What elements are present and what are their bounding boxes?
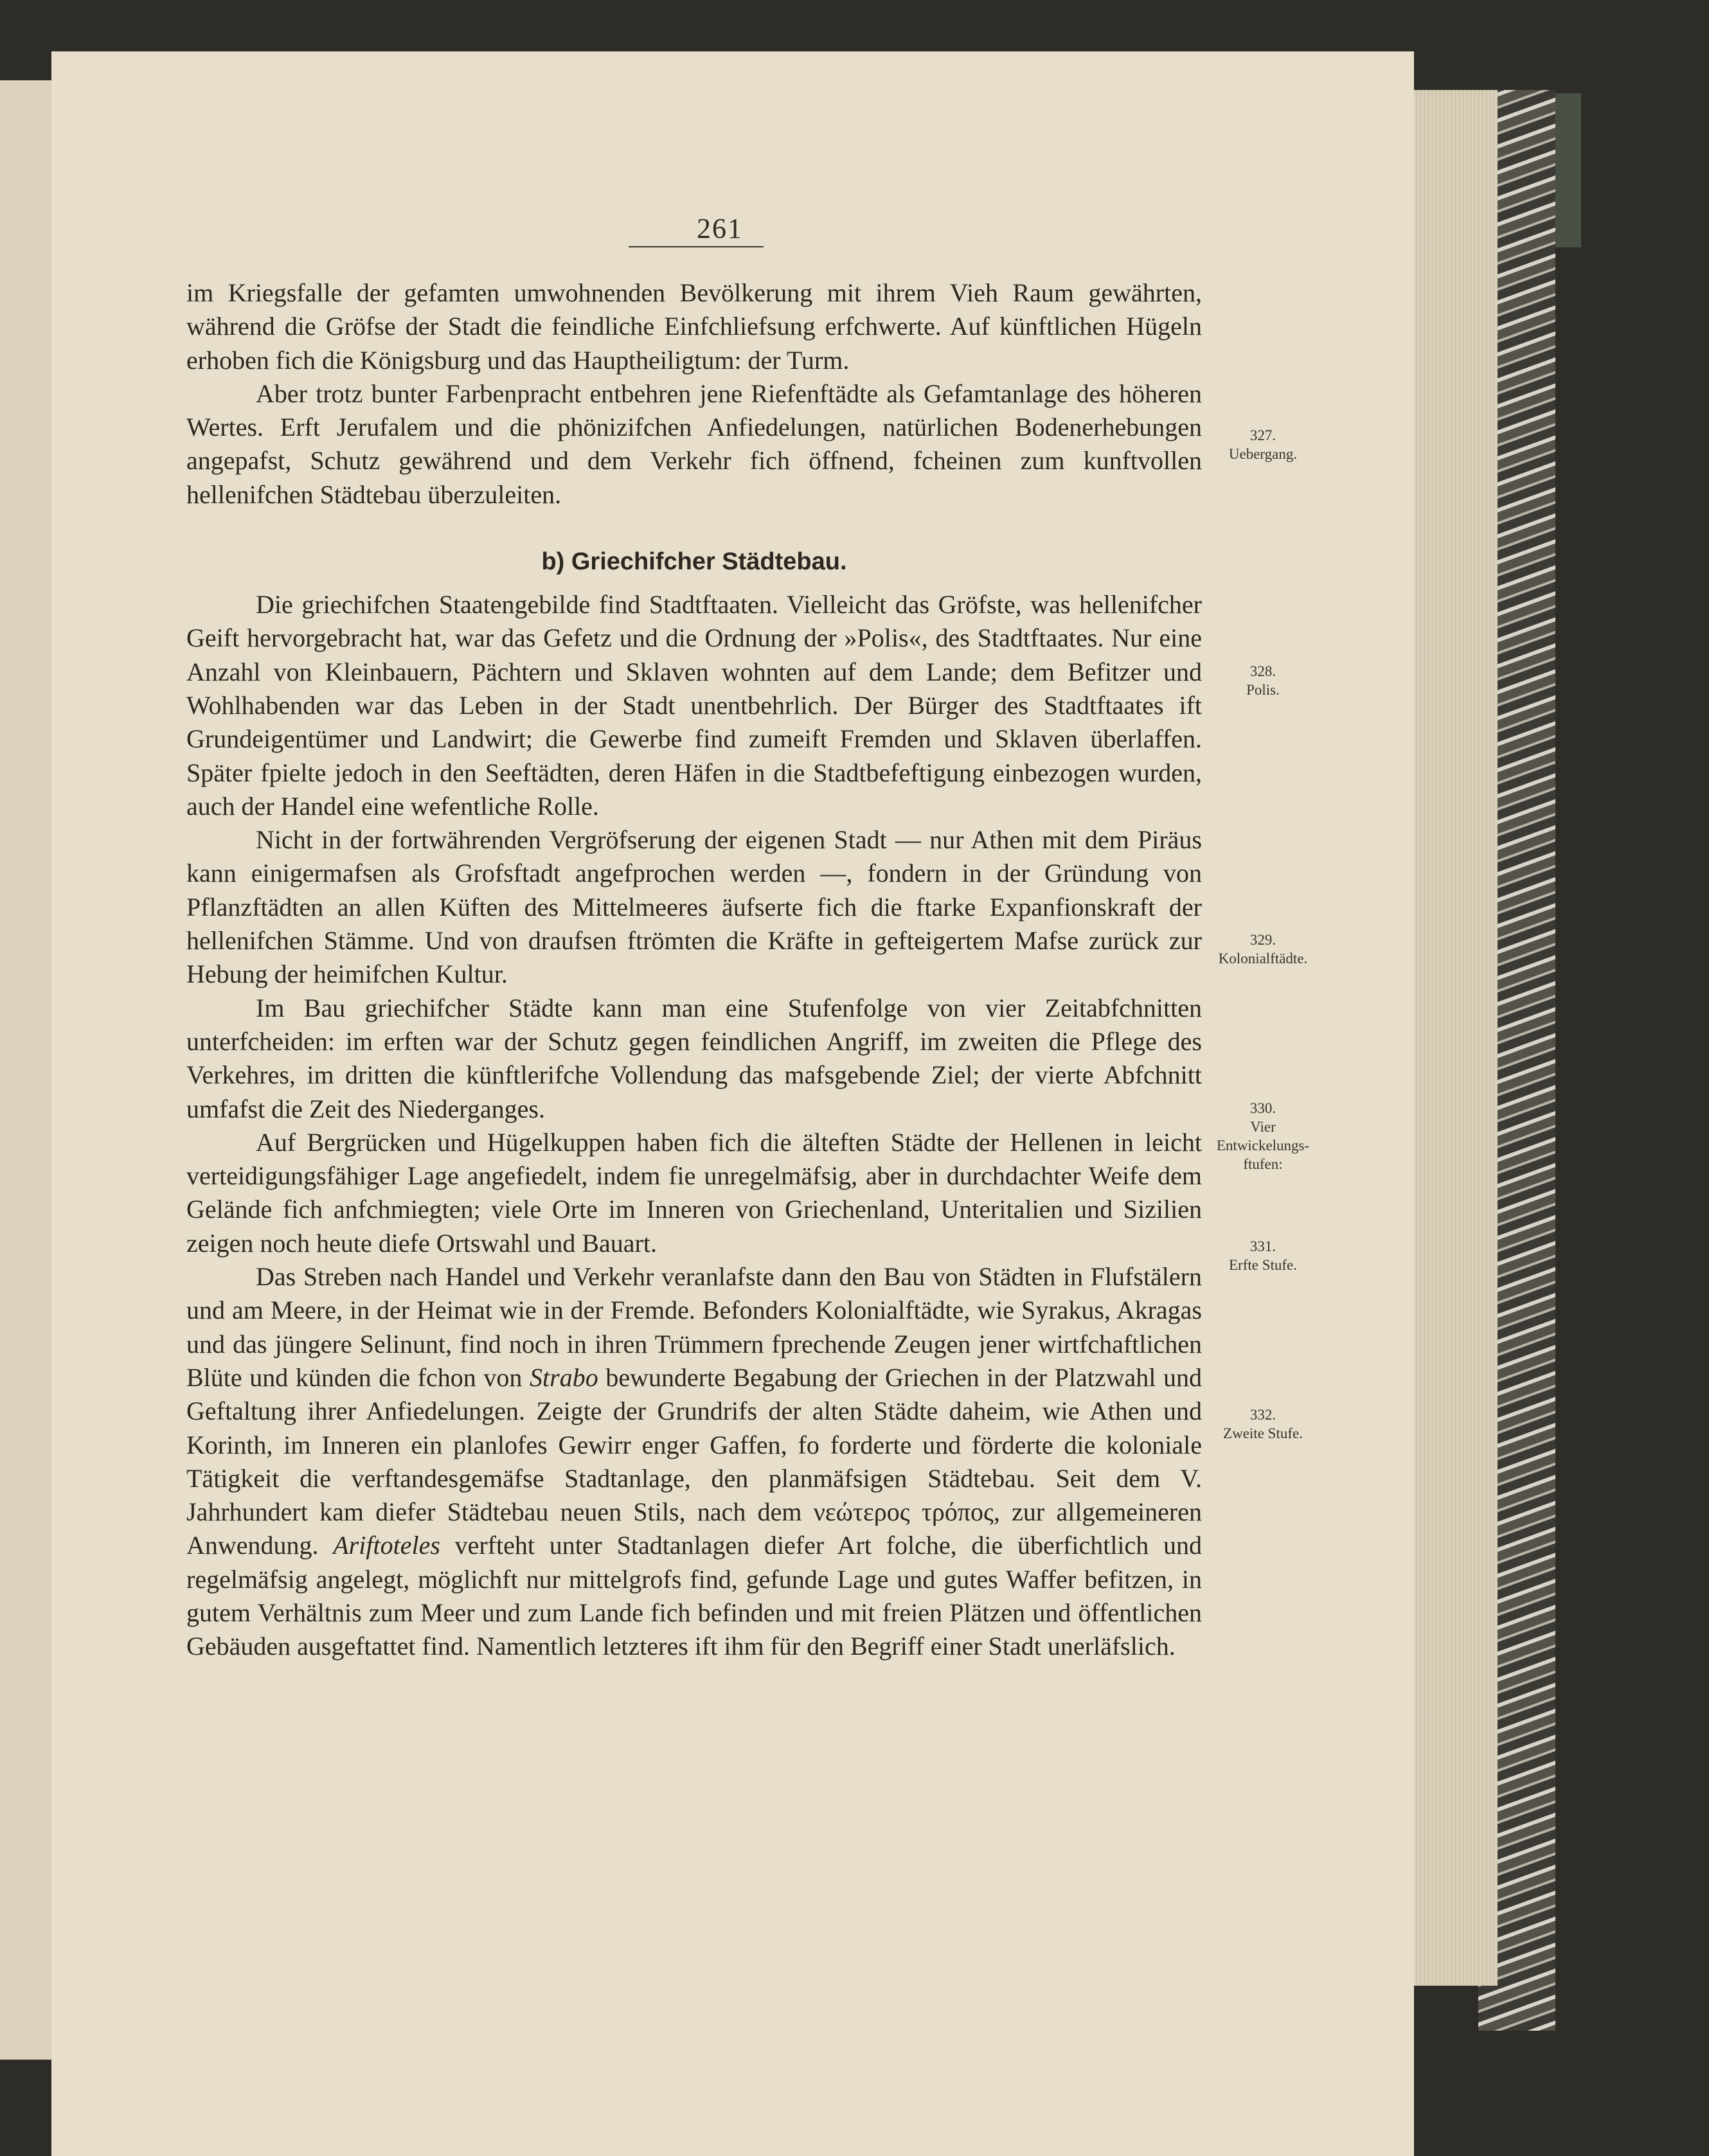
page-stack-edges bbox=[1408, 90, 1498, 1986]
margin-note-330 bbox=[1192, 1099, 1334, 1173]
author-aristoteles: Ariftoteles bbox=[333, 1531, 440, 1560]
margin-note-328 bbox=[1192, 662, 1334, 699]
margin-note-label: Uebergang. bbox=[1228, 446, 1298, 462]
header-rule bbox=[629, 246, 764, 247]
section-heading: b) Griechifcher Städtebau. bbox=[541, 548, 847, 576]
paragraph-5: Im Bau griechifcher Städte kann man eine Stufenfolge von vier Zeitabfchnitten unterfcheiden: im erften war der Schutz gegen feindlichen Angriff, im zweiten die Pflege des Verkehres, im dritten die künftlerifche Vollendung das mafsgebende Ziel; der vierte Abfchnitt umfafst die Zeit des Niederganges. bbox=[186, 993, 1202, 1123]
margin-note-label: Vier bbox=[1250, 1119, 1276, 1135]
margin-note-number: 332. bbox=[1249, 1407, 1276, 1423]
margin-note-332 bbox=[1192, 1405, 1334, 1443]
margin-note-327 bbox=[1192, 426, 1334, 463]
margin-note-label: Zweite Stufe. bbox=[1223, 1425, 1303, 1441]
body-text bbox=[186, 276, 1202, 1664]
author-strabo: Strabo bbox=[530, 1362, 598, 1392]
margin-note-label-2: Entwickelungs- bbox=[1216, 1137, 1310, 1154]
margin-note-label: Erfte Stufe. bbox=[1228, 1257, 1297, 1273]
paragraph-3: Die griechifchen Staatengebilde find Stadtftaaten. Vielleicht das Gröfste, was hellenifcher Geift hervorgebracht hat, war das Gefetz und die Ordnung der »Polis«, des Stadtftaates. Nur eine Anzahl von Kleinbauern, Pächtern und Sklaven wohnten auf dem Lande; dem Befitzer und Wohlhabenden war das Leben in der Stadt unentbehrlich. Der Bürger des Stadtftaates ift Grundeigentümer und Landwirt; die Gewerbe find zumeift Fremden und Sklaven überlaffen. Später fpielte jedoch in den Seeftädten, deren Häfen in die Stadtbefeftigung einbezogen wurden, auch der Handel eine wefentliche Rolle. bbox=[186, 590, 1202, 821]
paragraph-7-part-1: Das Streben nach Handel und Verkehr veranlafste dann den Bau von Städten in Flufstälern und am Meere, in der Heimat wie in der Fremde. Befonders Kolonialftädte, wie Syrakus, Akragas und das jüngere Selinunt, find noch in ihren Trümmern fprechende Zeugen jener wirtfchaftlichen Blüte und künden die fchon von bbox=[186, 1262, 1202, 1392]
margin-note-number: 330. bbox=[1249, 1100, 1276, 1116]
margin-note-label: Polis. bbox=[1246, 682, 1280, 698]
page-number: 261 bbox=[697, 213, 743, 244]
margin-note-number: 327. bbox=[1249, 427, 1276, 443]
margin-note-number: 328. bbox=[1249, 663, 1276, 679]
margin-note-label: Kolonialftädte. bbox=[1218, 950, 1308, 967]
margin-note-329 bbox=[1192, 931, 1334, 968]
paragraph-2: Aber trotz bunter Farbenpracht entbehren jene Riefenftädte als Gefamtanlage des höheren Wertes. Erft Jerufalem und die phönizifchen Anfiedelungen, natürlichen Bodenerhebungen angepafst, Schutz gewährend und dem Verkehr fich öffnend, fcheinen zum kunftvollen hellenifchen Städtebau überzuleiten. bbox=[186, 379, 1202, 509]
paragraph-7-part-2: bewunderte Begabung der Griechen in der Platzwahl und Geftaltung ihrer Anfiedelungen. Zeigte der Grundrifs der alten Städte daheim, wie Athen und Korinth, im Inneren ein planlofes Gewirr enger Gaffen, fo forderte und förderte die koloniale Tätigkeit die verftandesgemäfse Stadtanlage, den planmäfsigen Städtebau. Seit dem V. Jahrhundert kam diefer Städtebau neuen Stils, nach dem νεώτερος τρόπος, zur allgemeineren Anwendung. bbox=[186, 1362, 1202, 1560]
margin-note-label-3: ftufen: bbox=[1243, 1156, 1283, 1172]
paragraph-6: Auf Bergrücken und Hügelkuppen haben fich die älteften Städte der Hellenen in leicht verteidigungsfähiger Lage angefiedelt, indem fie unregelmäfsig, aber in durchdachter Weife dem Gelände fich anfchmiegten; viele Orte im Inneren von Griechenland, Unteritalien und Sizilien zeigen noch heute diefe Ortswahl und Bauart. bbox=[186, 1127, 1202, 1258]
margin-note-number: 329. bbox=[1249, 932, 1276, 948]
margin-note-number: 331. bbox=[1249, 1238, 1276, 1254]
paragraph-7-part-3: verfteht unter Stadtanlagen diefer Art folche, die überfichtlich und regelmäfsig angelegt, möglichft nur mittelgrofs find, gefunde Lage und gutes Waffer befitzen, in gutem Verhältnis zum Meer und zum Lande fich befinden und mit freien Plätzen und öffentlichen Gebäuden ausgeftattet find. Namentlich letzteres ift ihm für den Begriff einer Stadt unerläfslich. bbox=[186, 1531, 1203, 1661]
margin-note-331 bbox=[1192, 1237, 1334, 1274]
paragraph-7 bbox=[186, 1260, 1202, 1664]
paragraph-1: im Kriegsfalle der gefamten umwohnenden Bevölkerung mit ihrem Vieh Raum gewährten, während die Gröfse der Stadt die feindliche Einfchliefsung erfchwerte. Auf künftlichen Hügeln erhoben fich die Königsburg und das Hauptheiligtum: der Turm. bbox=[186, 278, 1202, 375]
paragraph-4: Nicht in der fortwährenden Vergröfserung der eigenen Stadt — nur Athen mit dem Piräus kann einigermafsen als Grofsftadt angefprochen werden —, fondern in der Gründung von Pflanzftädten an allen Küften des Mittelmeeres äufserte fich die ftarke Expanfionskraft der hellenifchen Stämme. Und von draufsen ftrömten die Kräfte in gefteigertem Mafse zurück zur Hebung der heimifchen Kultur. bbox=[186, 825, 1202, 989]
